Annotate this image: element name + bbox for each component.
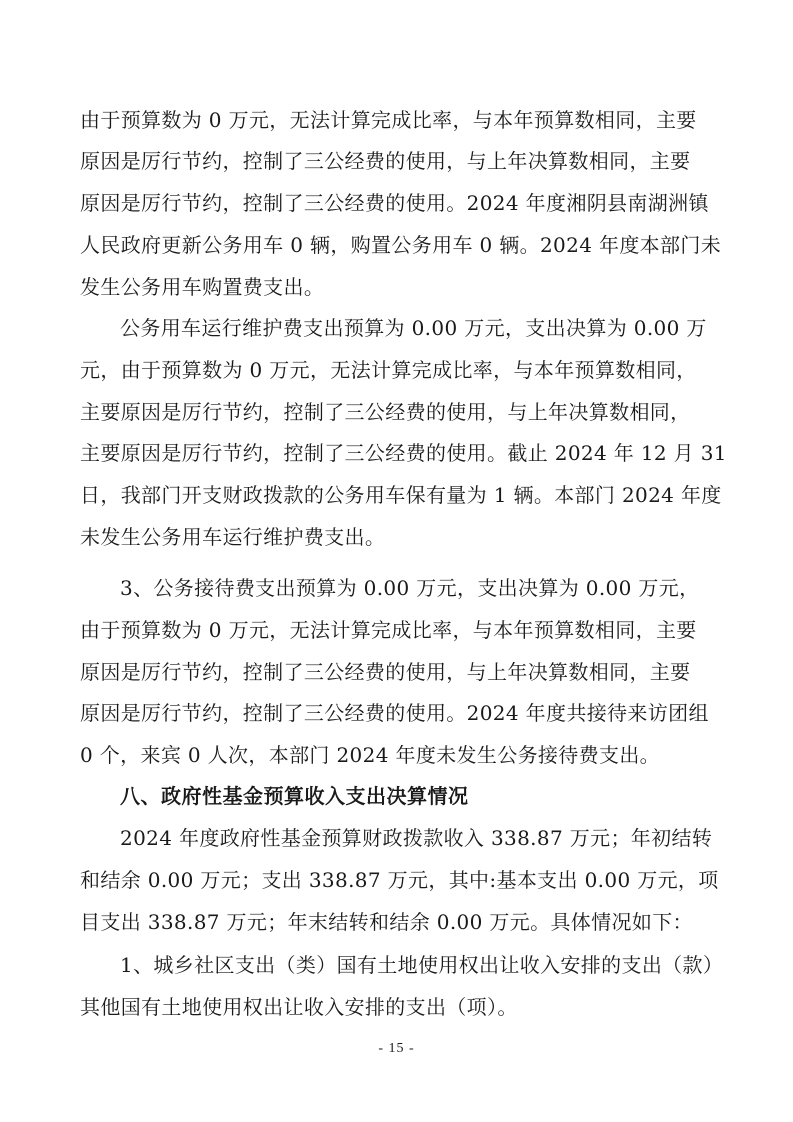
paragraph-line: 3、公务接待费支出预算为 0.00 万元，支出决算为 0.00 万元，	[120, 576, 700, 600]
paragraph-line: 元，由于预算数为 0 万元，无法计算完成比率，与本年预算数相同，	[80, 358, 697, 382]
paragraph-line: 和结余 0.00 万元；支出 338.87 万元，其中:基本支出 0.00 万元，项	[80, 868, 719, 892]
paragraph-line: 主要原因是厉行节约，控制了三公经费的使用。截止 2024 年 12 月 31	[80, 441, 727, 465]
section-heading: 八、政府性基金预算收入支出决算情况	[120, 784, 469, 808]
paragraph-line: 1、城乡社区支出（类）国有土地使用权出让收入安排的支出（款）	[120, 953, 724, 977]
paragraph-line: 发生公务用车购置费支出。	[80, 275, 325, 299]
page-number: - 15 -	[378, 1041, 415, 1056]
paragraph-line: 人民政府更新公务用车 0 辆，购置公务用车 0 辆。2024 年度本部门未	[80, 233, 722, 257]
paragraph-line: 其他国有土地使用权出让收入安排的支出（项）。	[80, 995, 518, 1019]
paragraph-line: 原因是厉行节约，控制了三公经费的使用，与上年决算数相同，主要	[80, 660, 691, 684]
paragraph-line: 主要原因是厉行节约，控制了三公经费的使用，与上年决算数相同，	[80, 400, 691, 424]
paragraph-line: 公务用车运行维护费支出预算为 0.00 万元，支出决算为 0.00 万	[120, 316, 707, 340]
paragraph-line: 原因是厉行节约，控制了三公经费的使用。2024 年度共接待来访团组	[80, 701, 709, 725]
paragraph-line: 0 个，来宾 0 人次，本部门 2024 年度未发生公务接待费支出。	[80, 743, 661, 767]
paragraph-line: 未发生公务用车运行维护费支出。	[80, 525, 386, 549]
paragraph-line: 原因是厉行节约，控制了三公经费的使用。2024 年度湘阴县南湖洲镇	[80, 191, 709, 215]
paragraph-line: 原因是厉行节约，控制了三公经费的使用，与上年决算数相同，主要	[80, 149, 691, 173]
paragraph-line: 日，我部门开支财政拨款的公务用车保有量为 1 辆。本部门 2024 年度	[80, 483, 722, 507]
paragraph-line: 由于预算数为 0 万元，无法计算完成比率，与本年预算数相同，主要	[80, 108, 697, 132]
paragraph-line: 由于预算数为 0 万元，无法计算完成比率，与本年预算数相同，主要	[80, 618, 697, 642]
paragraph-line: 目支出 338.87 万元；年末结转和结余 0.00 万元。具体情况如下：	[80, 910, 693, 934]
paragraph-line: 2024 年度政府性基金预算财政拨款收入 338.87 万元；年初结转	[120, 826, 713, 850]
